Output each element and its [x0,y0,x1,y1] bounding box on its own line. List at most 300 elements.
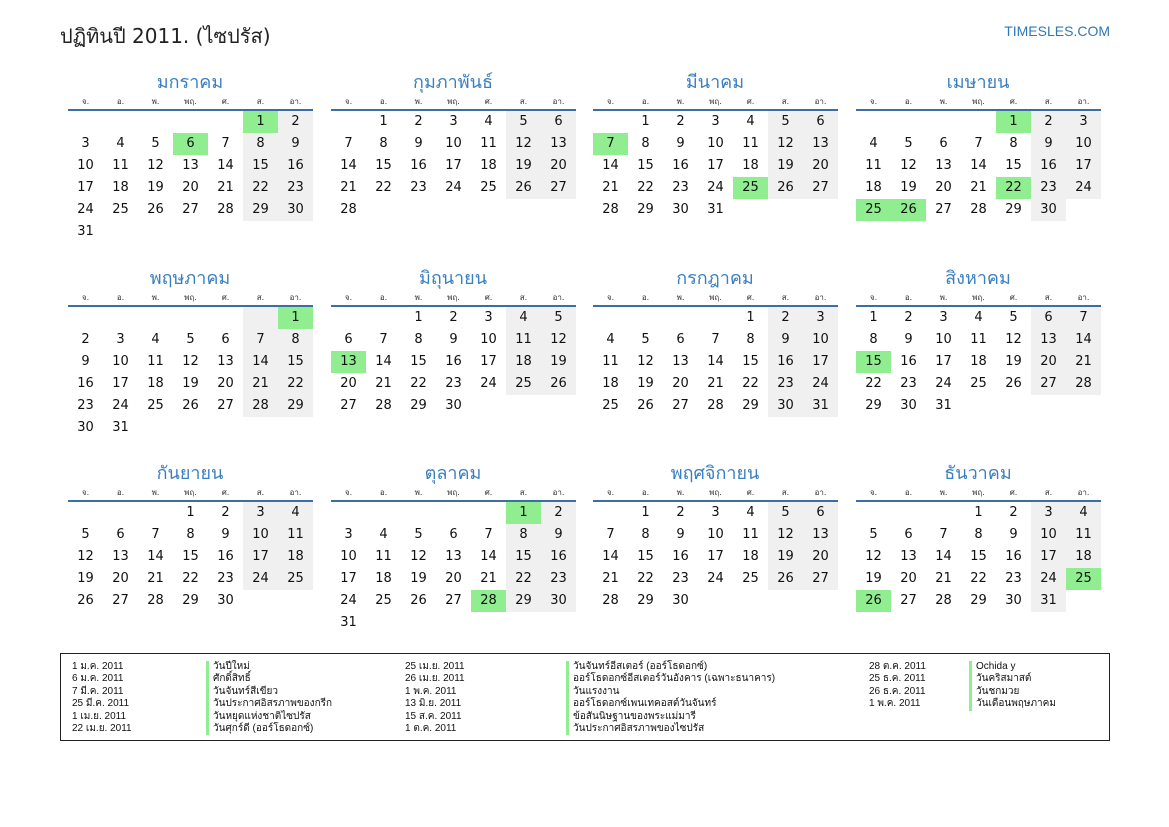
day-cell[interactable]: 14 [375,354,392,369]
day-cell[interactable]: 4 [151,332,160,347]
day-cell[interactable]: 29 [742,398,759,413]
day-cell[interactable]: 24 [707,180,724,195]
day-cell[interactable]: 5 [186,332,195,347]
day-cell[interactable]: 5 [641,332,650,347]
day-cell[interactable]: 30 [445,398,462,413]
day-cell[interactable]: 1 [379,114,388,129]
day-cell[interactable]: 16 [768,351,803,373]
day-cell[interactable]: 17 [77,180,94,195]
day-cell[interactable]: 12 [768,524,803,546]
day-cell[interactable]: 20 [935,180,952,195]
day-cell[interactable]: 3 [803,307,838,329]
day-cell[interactable]: 23 [672,571,689,586]
day-cell[interactable]: 2 [221,505,230,520]
day-cell[interactable]: 3 [116,332,125,347]
day-cell[interactable]: 22 [970,571,987,586]
day-cell[interactable]: 29 [410,398,427,413]
day-cell[interactable]: 10 [77,158,94,173]
day-cell[interactable]: 18 [742,549,759,564]
day-cell[interactable]: 27 [1031,373,1066,395]
day-cell[interactable]: 31 [707,202,724,217]
day-cell[interactable]: 8 [1009,136,1018,151]
day-cell[interactable]: 9 [81,354,90,369]
day-cell[interactable]: 10 [243,524,278,546]
day-cell[interactable]: 17 [1031,546,1066,568]
day-cell[interactable]: 29 [637,202,654,217]
day-cell[interactable]: 11 [742,527,759,542]
holiday-day-cell[interactable]: 1 [996,111,1031,133]
day-cell[interactable]: 10 [1066,133,1101,155]
day-cell[interactable]: 12 [77,549,94,564]
day-cell[interactable]: 27 [803,177,838,199]
day-cell[interactable]: 28 [1066,373,1101,395]
day-cell[interactable]: 17 [243,546,278,568]
day-cell[interactable]: 11 [865,158,882,173]
day-cell[interactable]: 16 [217,549,234,564]
day-cell[interactable]: 19 [768,546,803,568]
day-cell[interactable]: 7 [344,136,353,151]
day-cell[interactable]: 29 [182,593,199,608]
day-cell[interactable]: 25 [147,398,164,413]
day-cell[interactable]: 23 [278,177,313,199]
day-cell[interactable]: 15 [278,351,313,373]
day-cell[interactable]: 24 [707,571,724,586]
day-cell[interactable]: 21 [935,571,952,586]
day-cell[interactable]: 22 [182,571,199,586]
day-cell[interactable]: 27 [935,202,952,217]
day-cell[interactable]: 1 [414,310,423,325]
day-cell[interactable]: 1 [974,505,983,520]
day-cell[interactable]: 31 [803,395,838,417]
day-cell[interactable]: 9 [676,527,685,542]
day-cell[interactable]: 26 [768,177,803,199]
day-cell[interactable]: 6 [1031,307,1066,329]
day-cell[interactable]: 12 [900,158,917,173]
day-cell[interactable]: 2 [768,307,803,329]
day-cell[interactable]: 19 [541,351,576,373]
day-cell[interactable]: 31 [112,420,129,435]
day-cell[interactable]: 24 [77,202,94,217]
day-cell[interactable]: 26 [147,202,164,217]
day-cell[interactable]: 19 [865,571,882,586]
day-cell[interactable]: 28 [602,593,619,608]
day-cell[interactable]: 8 [243,133,278,155]
day-cell[interactable]: 4 [869,136,878,151]
day-cell[interactable]: 22 [243,177,278,199]
day-cell[interactable]: 2 [676,114,685,129]
day-cell[interactable]: 1 [746,310,755,325]
day-cell[interactable]: 2 [1009,505,1018,520]
day-cell[interactable]: 29 [637,593,654,608]
day-cell[interactable]: 24 [445,180,462,195]
day-cell[interactable]: 1 [641,114,650,129]
day-cell[interactable]: 29 [278,395,313,417]
day-cell[interactable]: 18 [278,546,313,568]
day-cell[interactable]: 11 [970,332,987,347]
day-cell[interactable]: 24 [243,568,278,590]
day-cell[interactable]: 11 [602,354,619,369]
day-cell[interactable]: 11 [506,329,541,351]
day-cell[interactable]: 9 [1009,527,1018,542]
day-cell[interactable]: 27 [900,593,917,608]
day-cell[interactable]: 10 [480,332,497,347]
day-cell[interactable]: 29 [243,199,278,221]
day-cell[interactable]: 20 [803,546,838,568]
day-cell[interactable]: 16 [672,549,689,564]
day-cell[interactable]: 21 [217,180,234,195]
day-cell[interactable]: 21 [602,180,619,195]
day-cell[interactable]: 8 [186,527,195,542]
day-cell[interactable]: 28 [602,202,619,217]
day-cell[interactable]: 5 [768,502,803,524]
day-cell[interactable]: 6 [939,136,948,151]
day-cell[interactable]: 14 [243,351,278,373]
day-cell[interactable]: 31 [340,615,357,630]
day-cell[interactable]: 26 [1005,376,1022,391]
site-link[interactable]: TIMESLES.COM [1004,23,1110,39]
day-cell[interactable]: 19 [1005,354,1022,369]
day-cell[interactable]: 12 [506,133,541,155]
day-cell[interactable]: 3 [939,310,948,325]
day-cell[interactable]: 4 [116,136,125,151]
day-cell[interactable]: 25 [970,376,987,391]
day-cell[interactable]: 26 [506,177,541,199]
day-cell[interactable]: 4 [1066,502,1101,524]
day-cell[interactable]: 30 [217,593,234,608]
day-cell[interactable]: 26 [77,593,94,608]
day-cell[interactable]: 13 [935,158,952,173]
day-cell[interactable]: 14 [970,158,987,173]
day-cell[interactable]: 21 [375,376,392,391]
day-cell[interactable]: 1 [641,505,650,520]
day-cell[interactable]: 27 [541,177,576,199]
day-cell[interactable]: 28 [970,202,987,217]
day-cell[interactable]: 20 [340,376,357,391]
holiday-day-cell[interactable]: 7 [593,133,628,155]
day-cell[interactable]: 18 [1066,546,1101,568]
day-cell[interactable]: 13 [182,158,199,173]
day-cell[interactable]: 6 [904,527,913,542]
day-cell[interactable]: 22 [865,376,882,391]
day-cell[interactable]: 13 [803,133,838,155]
day-cell[interactable]: 22 [742,376,759,391]
day-cell[interactable]: 22 [410,376,427,391]
day-cell[interactable]: 26 [768,568,803,590]
day-cell[interactable]: 4 [484,114,493,129]
day-cell[interactable]: 15 [637,158,654,173]
day-cell[interactable]: 10 [707,527,724,542]
day-cell[interactable]: 10 [707,136,724,151]
day-cell[interactable]: 5 [904,136,913,151]
day-cell[interactable]: 15 [637,549,654,564]
day-cell[interactable]: 3 [484,310,493,325]
day-cell[interactable]: 22 [375,180,392,195]
day-cell[interactable]: 23 [672,180,689,195]
day-cell[interactable]: 25 [602,398,619,413]
day-cell[interactable]: 21 [707,376,724,391]
day-cell[interactable]: 12 [1005,332,1022,347]
day-cell[interactable]: 12 [541,329,576,351]
day-cell[interactable]: 17 [112,376,129,391]
day-cell[interactable]: 6 [344,332,353,347]
holiday-day-cell[interactable]: 1 [278,307,313,329]
day-cell[interactable]: 11 [278,524,313,546]
day-cell[interactable]: 2 [541,502,576,524]
day-cell[interactable]: 27 [217,398,234,413]
day-cell[interactable]: 15 [1005,158,1022,173]
day-cell[interactable]: 9 [768,329,803,351]
day-cell[interactable]: 9 [541,524,576,546]
day-cell[interactable]: 16 [278,155,313,177]
day-cell[interactable]: 8 [414,332,423,347]
day-cell[interactable]: 3 [1066,111,1101,133]
day-cell[interactable]: 18 [742,158,759,173]
day-cell[interactable]: 5 [768,111,803,133]
day-cell[interactable]: 15 [410,354,427,369]
day-cell[interactable]: 27 [340,398,357,413]
day-cell[interactable]: 24 [480,376,497,391]
day-cell[interactable]: 28 [217,202,234,217]
day-cell[interactable]: 19 [77,571,94,586]
day-cell[interactable]: 28 [375,398,392,413]
day-cell[interactable]: 22 [637,180,654,195]
day-cell[interactable]: 21 [243,373,278,395]
day-cell[interactable]: 22 [506,568,541,590]
day-cell[interactable]: 12 [182,354,199,369]
day-cell[interactable]: 19 [410,571,427,586]
day-cell[interactable]: 27 [112,593,129,608]
day-cell[interactable]: 20 [217,376,234,391]
day-cell[interactable]: 24 [340,593,357,608]
day-cell[interactable]: 5 [506,111,541,133]
day-cell[interactable]: 2 [414,114,423,129]
day-cell[interactable]: 16 [410,158,427,173]
day-cell[interactable]: 15 [182,549,199,564]
day-cell[interactable]: 23 [900,376,917,391]
day-cell[interactable]: 26 [182,398,199,413]
day-cell[interactable]: 18 [602,376,619,391]
day-cell[interactable]: 27 [672,398,689,413]
day-cell[interactable]: 4 [379,527,388,542]
day-cell[interactable]: 13 [445,549,462,564]
day-cell[interactable]: 11 [112,158,129,173]
day-cell[interactable]: 9 [449,332,458,347]
day-cell[interactable]: 25 [375,593,392,608]
day-cell[interactable]: 28 [935,593,952,608]
day-cell[interactable]: 20 [672,376,689,391]
day-cell[interactable]: 23 [541,568,576,590]
day-cell[interactable]: 7 [711,332,720,347]
day-cell[interactable]: 17 [445,158,462,173]
day-cell[interactable]: 15 [970,549,987,564]
day-cell[interactable]: 19 [768,155,803,177]
day-cell[interactable]: 8 [641,527,650,542]
day-cell[interactable]: 24 [112,398,129,413]
day-cell[interactable]: 30 [1005,593,1022,608]
day-cell[interactable]: 3 [449,114,458,129]
day-cell[interactable]: 31 [935,398,952,413]
day-cell[interactable]: 7 [151,527,160,542]
day-cell[interactable]: 14 [217,158,234,173]
day-cell[interactable]: 23 [217,571,234,586]
day-cell[interactable]: 3 [1031,502,1066,524]
holiday-day-cell[interactable]: 1 [506,502,541,524]
day-cell[interactable]: 23 [77,398,94,413]
holiday-day-cell[interactable]: 15 [856,351,891,373]
day-cell[interactable]: 30 [900,398,917,413]
day-cell[interactable]: 19 [147,180,164,195]
holiday-day-cell[interactable]: 13 [331,351,366,373]
day-cell[interactable]: 30 [278,199,313,221]
holiday-day-cell[interactable]: 6 [173,133,208,155]
holiday-day-cell[interactable]: 1 [243,111,278,133]
holiday-day-cell[interactable]: 28 [471,590,506,612]
day-cell[interactable]: 13 [541,133,576,155]
day-cell[interactable]: 25 [506,373,541,395]
day-cell[interactable]: 18 [375,571,392,586]
day-cell[interactable]: 17 [707,549,724,564]
day-cell[interactable]: 8 [379,136,388,151]
day-cell[interactable]: 20 [445,571,462,586]
day-cell[interactable]: 14 [480,549,497,564]
day-cell[interactable]: 10 [1031,524,1066,546]
day-cell[interactable]: 9 [904,332,913,347]
day-cell[interactable]: 5 [1009,310,1018,325]
day-cell[interactable]: 6 [116,527,125,542]
day-cell[interactable]: 11 [742,136,759,151]
day-cell[interactable]: 3 [344,527,353,542]
day-cell[interactable]: 14 [602,158,619,173]
day-cell[interactable]: 13 [217,354,234,369]
day-cell[interactable]: 21 [340,180,357,195]
day-cell[interactable]: 22 [278,373,313,395]
day-cell[interactable]: 9 [676,136,685,151]
day-cell[interactable]: 31 [77,224,94,239]
day-cell[interactable]: 26 [410,593,427,608]
day-cell[interactable]: 19 [182,376,199,391]
day-cell[interactable]: 7 [974,136,983,151]
holiday-day-cell[interactable]: 22 [996,177,1031,199]
day-cell[interactable]: 30 [768,395,803,417]
day-cell[interactable]: 7 [939,527,948,542]
day-cell[interactable]: 21 [147,571,164,586]
day-cell[interactable]: 29 [865,398,882,413]
day-cell[interactable]: 17 [803,351,838,373]
day-cell[interactable]: 23 [1005,571,1022,586]
day-cell[interactable]: 14 [935,549,952,564]
day-cell[interactable]: 4 [506,307,541,329]
day-cell[interactable]: 7 [243,329,278,351]
day-cell[interactable]: 18 [147,376,164,391]
day-cell[interactable]: 9 [1031,133,1066,155]
day-cell[interactable]: 30 [541,590,576,612]
day-cell[interactable]: 6 [449,527,458,542]
day-cell[interactable]: 22 [637,571,654,586]
holiday-day-cell[interactable]: 26 [891,199,926,221]
day-cell[interactable]: 10 [803,329,838,351]
day-cell[interactable]: 12 [865,549,882,564]
day-cell[interactable]: 8 [746,332,755,347]
day-cell[interactable]: 5 [81,527,90,542]
day-cell[interactable]: 16 [672,158,689,173]
day-cell[interactable]: 21 [1066,351,1101,373]
day-cell[interactable]: 10 [340,549,357,564]
day-cell[interactable]: 21 [480,571,497,586]
day-cell[interactable]: 12 [637,354,654,369]
day-cell[interactable]: 7 [484,527,493,542]
day-cell[interactable]: 4 [974,310,983,325]
day-cell[interactable]: 9 [278,133,313,155]
day-cell[interactable]: 2 [904,310,913,325]
day-cell[interactable]: 16 [1005,549,1022,564]
day-cell[interactable]: 21 [602,571,619,586]
holiday-day-cell[interactable]: 25 [1066,568,1101,590]
day-cell[interactable]: 19 [900,180,917,195]
day-cell[interactable]: 29 [1005,202,1022,217]
day-cell[interactable]: 12 [768,133,803,155]
day-cell[interactable]: 10 [112,354,129,369]
day-cell[interactable]: 18 [112,180,129,195]
day-cell[interactable]: 7 [606,527,615,542]
day-cell[interactable]: 15 [375,158,392,173]
day-cell[interactable]: 4 [746,505,755,520]
day-cell[interactable]: 11 [147,354,164,369]
day-cell[interactable]: 4 [606,332,615,347]
day-cell[interactable]: 2 [278,111,313,133]
holiday-day-cell[interactable]: 26 [856,590,891,612]
day-cell[interactable]: 17 [340,571,357,586]
day-cell[interactable]: 6 [803,502,838,524]
day-cell[interactable]: 3 [711,114,720,129]
day-cell[interactable]: 30 [672,593,689,608]
day-cell[interactable]: 30 [672,202,689,217]
day-cell[interactable]: 16 [1031,155,1066,177]
day-cell[interactable]: 27 [445,593,462,608]
day-cell[interactable]: 16 [541,546,576,568]
day-cell[interactable]: 16 [445,354,462,369]
day-cell[interactable]: 17 [935,354,952,369]
day-cell[interactable]: 6 [541,111,576,133]
day-cell[interactable]: 8 [974,527,983,542]
day-cell[interactable]: 25 [742,571,759,586]
day-cell[interactable]: 13 [900,549,917,564]
day-cell[interactable]: 20 [1031,351,1066,373]
day-cell[interactable]: 12 [147,158,164,173]
day-cell[interactable]: 20 [541,155,576,177]
day-cell[interactable]: 6 [676,332,685,347]
day-cell[interactable]: 17 [480,354,497,369]
day-cell[interactable]: 4 [278,502,313,524]
day-cell[interactable]: 1 [186,505,195,520]
day-cell[interactable]: 19 [506,155,541,177]
day-cell[interactable]: 24 [1031,568,1066,590]
day-cell[interactable]: 20 [182,180,199,195]
day-cell[interactable]: 5 [151,136,160,151]
day-cell[interactable]: 28 [147,593,164,608]
day-cell[interactable]: 23 [410,180,427,195]
day-cell[interactable]: 21 [970,180,987,195]
day-cell[interactable]: 29 [506,590,541,612]
day-cell[interactable]: 14 [340,158,357,173]
day-cell[interactable]: 11 [375,549,392,564]
day-cell[interactable]: 24 [1066,177,1101,199]
day-cell[interactable]: 16 [77,376,94,391]
day-cell[interactable]: 19 [637,376,654,391]
day-cell[interactable]: 11 [480,136,497,151]
day-cell[interactable]: 17 [707,158,724,173]
day-cell[interactable]: 6 [803,111,838,133]
day-cell[interactable]: 5 [869,527,878,542]
